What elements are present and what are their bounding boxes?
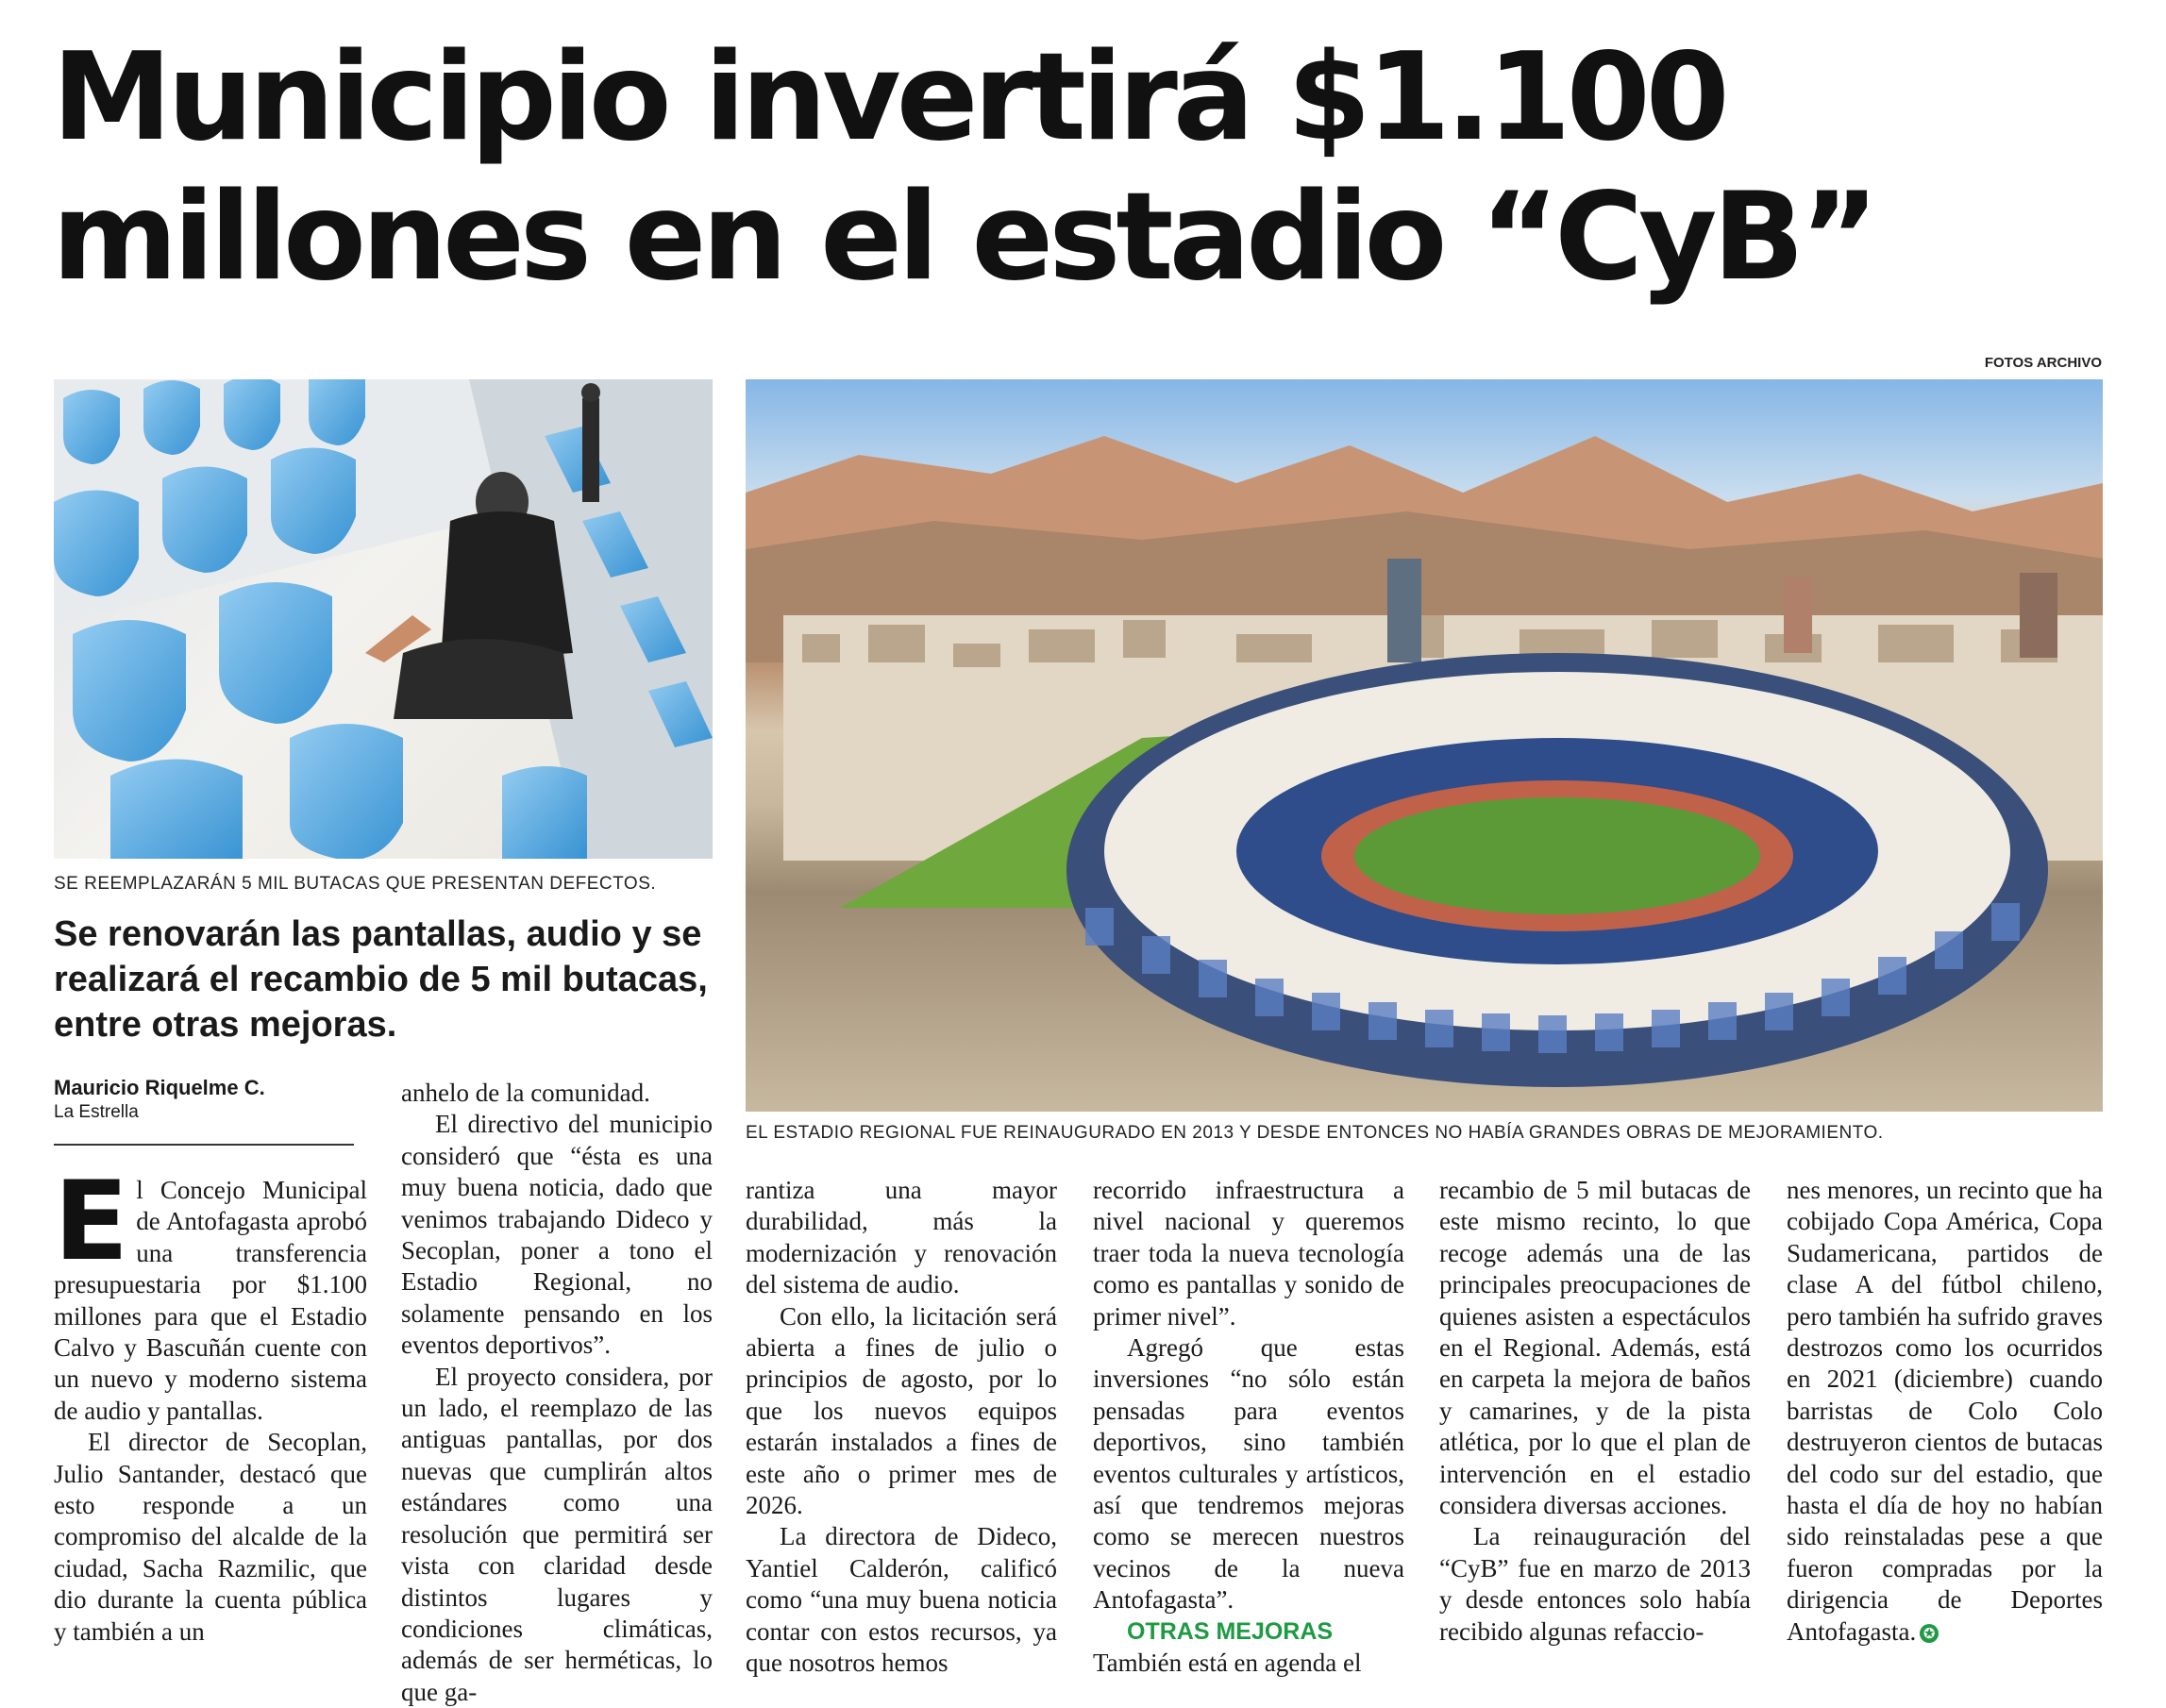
body-column-1 xyxy=(54,1158,367,1648)
seats-illustration xyxy=(54,379,713,859)
byline xyxy=(54,1076,265,1123)
body-column-2 xyxy=(401,1078,713,1708)
headline-line-2: millones en el estadio “CyB” xyxy=(52,167,1875,308)
byline-divider xyxy=(54,1144,354,1146)
headline xyxy=(52,28,2128,308)
photo-credit: FOTOS ARCHIVO xyxy=(1984,355,2102,371)
headline-line-1: Municipio invertirá $1.100 xyxy=(52,27,1725,168)
body-col1-p1-text: l Concejo Municipal de Antofagasta aprobó una transferencia presupuestaria por $1.100 millones para que el Estadio Calvo y Bascuñán cuente con un nuevo y moderno sistema de audio y pantallas. xyxy=(54,1176,367,1425)
body-col2-p2: El directivo del municipio consideró que “ésta es una muy buena noticia, dado que venimos trabajando Dideco y Secoplan, poner a tono el Estadio Regional, no solamente pensando en los eventos deportivos”. xyxy=(401,1110,713,1360)
body-col1-p2: El director de Secoplan, Julio Santander, destacó que esto responde a un compromiso del alcalde de la ciudad, Sacha Razmilic, que dio durante la cuenta pública y también a un xyxy=(54,1428,367,1646)
body-col3-p2: Con ello, la licitación será abierta a fines de julio o principios de agosto, por lo que los nuevos equipos estarán instalados a fines de este año o primer mes de 2026. xyxy=(746,1301,1057,1520)
body-column-4 xyxy=(1093,1175,1404,1680)
stadium-illustration xyxy=(746,379,2103,1112)
body-col5-p1: recambio de 5 mil butacas de este mismo recinto, lo que recoge además una de las principales preocupaciones de quienes asisten a espectáculos en el Regional. Además, está en carpeta la mejora de baños y camarines, y de la pista atlética, por lo que el plan de intervención en el estadio considera diversas acciones. xyxy=(1439,1176,1751,1520)
stadium-photo xyxy=(746,379,2103,1112)
body-col3-p1: rantiza una mayor durabilidad, más la modernización y renovación del sistema de audio. xyxy=(746,1176,1057,1299)
body-col4-p3: También está en agenda el xyxy=(1093,1649,1362,1678)
section-title-otras-mejoras: OTRAS MEJORAS xyxy=(1127,1617,1334,1645)
drop-cap: E xyxy=(54,1158,129,1285)
body-column-5 xyxy=(1439,1175,1751,1648)
body-col6-p1-text: nes menores, un recinto que ha cobijado Copa América, Copa Sudamericana, partidos de clase A del fútbol chileno, pero también ha sufrido graves destrozos como los ocurridos en 2021 (diciembre) cuando barristas de Colo Colo destruyeron cientos de butacas del codo sur del estadio, que hasta el día de hoy no habían sido reinstaladas pese a que fueron compradas por la dirigencia de Deportes Antofagasta. xyxy=(1787,1176,2103,1646)
seats-caption: SE REEMPLAZARÁN 5 MIL BUTACAS QUE PRESENTAN DEFECTOS. xyxy=(54,874,657,894)
byline-outlet: La Estrella xyxy=(54,1102,139,1122)
body-column-3 xyxy=(746,1175,1057,1680)
body-col5-p2: La reinauguración del “CyB” fue en marzo de 2013 y desde entonces solo había recibido algunas refaccio- xyxy=(1439,1522,1751,1646)
body-col3-p3: La directora de Dideco, Yantiel Calderón, calificó como “una muy buena noticia contar con estos recursos, ya que nosotros hemos xyxy=(746,1522,1057,1678)
seats-photo xyxy=(54,379,713,859)
body-col2-p1: anhelo de la comunidad. xyxy=(401,1079,650,1107)
body-col4-p1: recorrido infraestructura a nivel nacional y queremos traer toda la nueva tecnología como es pantallas y sonido de primer nivel”. xyxy=(1093,1176,1404,1331)
subheadline: Se renovarán las pantallas, audio y se realizará el recambio de 5 mil butacas, entre otras mejoras. xyxy=(54,914,708,1045)
byline-author: Mauricio Riquelme C. xyxy=(54,1076,265,1099)
end-mark-icon: ✪ xyxy=(1920,1624,1939,1643)
body-col4-p2: Agregó que estas inversiones “no sólo están pensadas para eventos deportivos, sino también eventos culturales y artísticos, así que tendremos mejoras como se merecen nuestros vecinos de la nueva Antofagasta”. xyxy=(1093,1333,1404,1615)
body-col6-p1 xyxy=(1787,1175,2103,1648)
body-column-6 xyxy=(1787,1175,2103,1648)
stadium-caption: EL ESTADIO REGIONAL FUE REINAUGURADO EN 2013 Y DESDE ENTONCES NO HABÍA GRANDES OBRAS DE MEJORAMIENTO. xyxy=(746,1123,1884,1143)
body-col1-p1 xyxy=(54,1158,367,1427)
body-col2-p3: El proyecto considera, por un lado, el reemplazo de las antiguas pantallas, por dos nuevas que cumplirán altos estándares como una resolución que permitirá ser vista con claridad desde distintos lugares y condiciones climáticas, además de ser herméticas, lo que ga- xyxy=(401,1362,713,1706)
